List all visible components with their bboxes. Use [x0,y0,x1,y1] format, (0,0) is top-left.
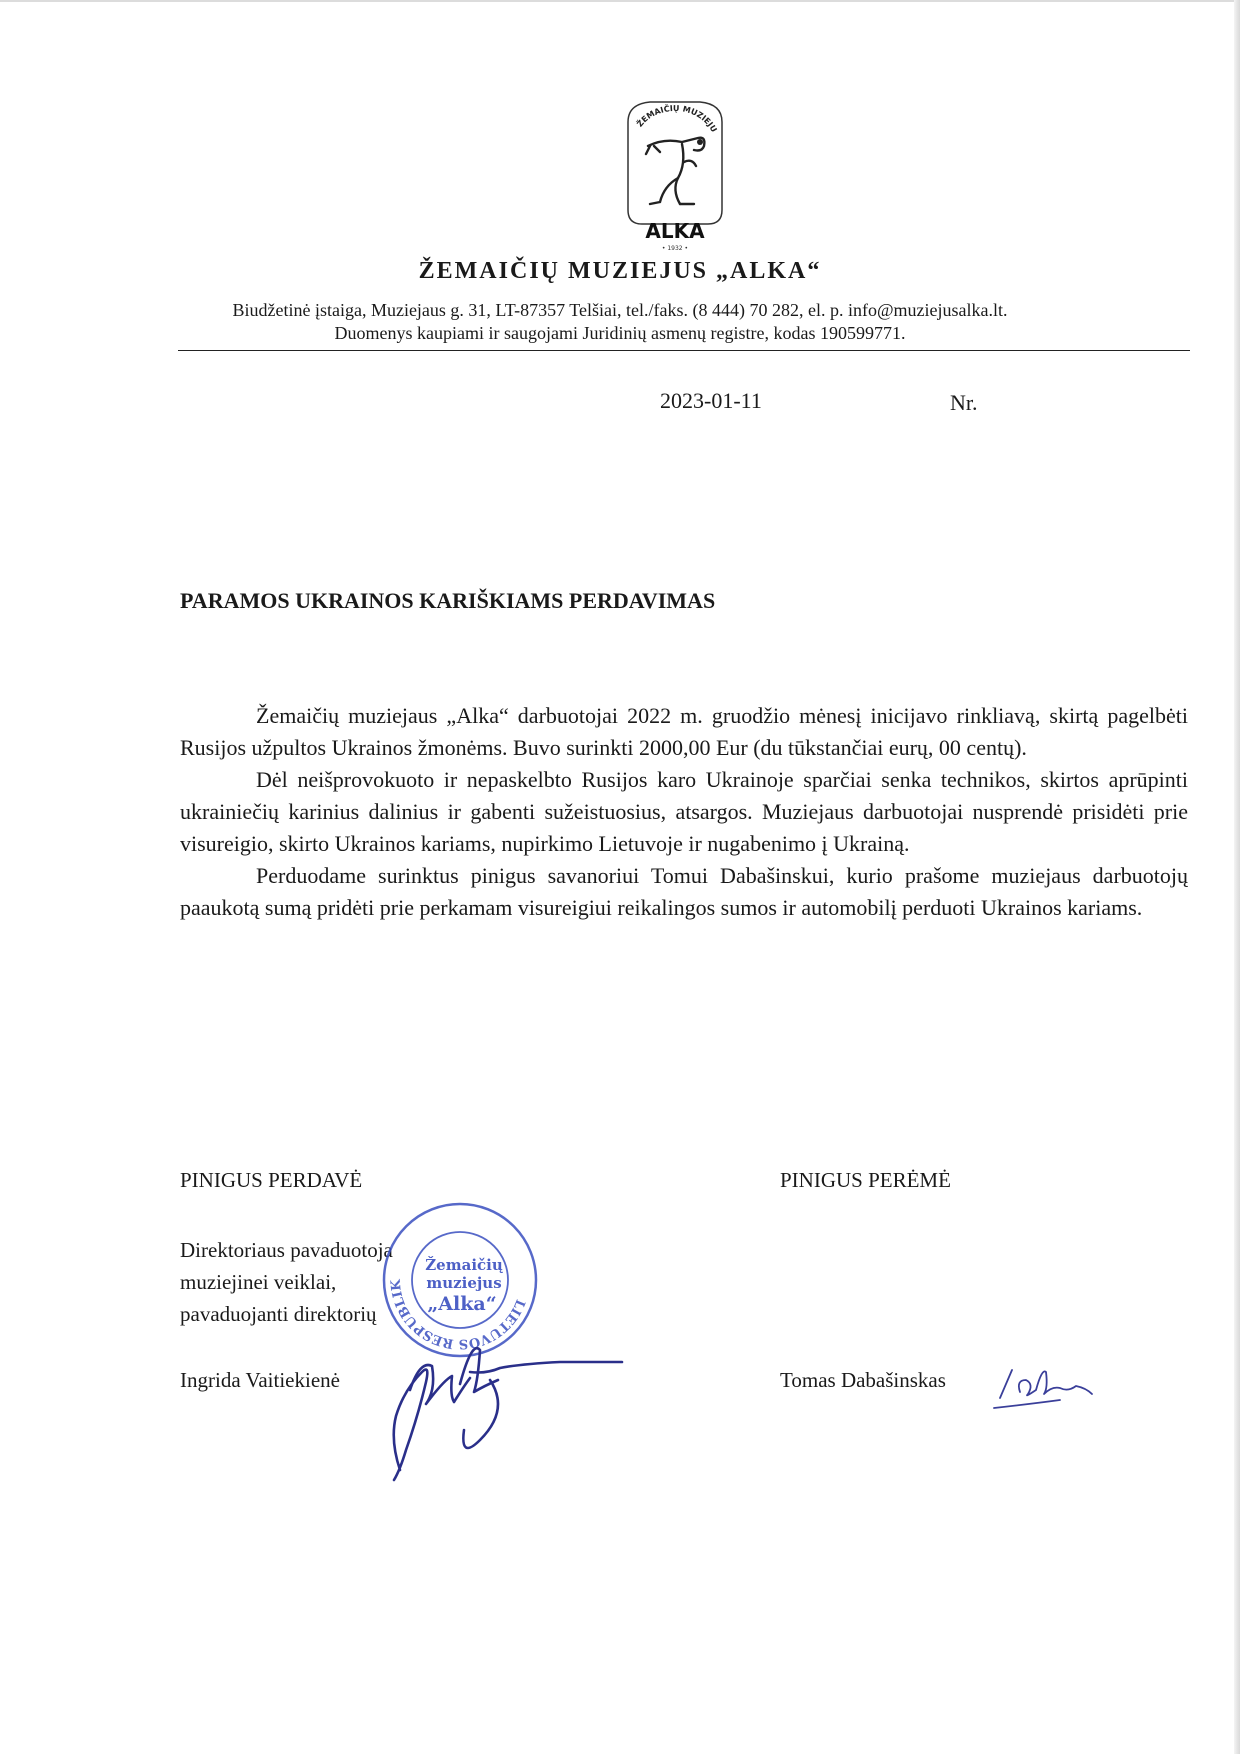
handwritten-signature-icon [990,1358,1110,1418]
organization-address: Biudžetinė įstaiga, Muziejaus g. 31, LT-87357 Telšiai, tel./faks. (8 444) 70 282, el. p. info@muziejusalka.lt. [232,300,1008,320]
document-body [180,700,1188,924]
logo-emblem-icon [620,92,730,252]
stamp-line: muziejus [426,1274,502,1292]
body-paragraph: Dėl neišprovokuoto ir nepaskelbto Rusijos karo Ukrainoje sparčiai senka technikos, skirtos aprūpinti ukrainiečių karinius dalinius ir gabenti sužeistuosius, atsargos. Muziejaus darbuotojai nusprendė prisidėti prie visureigio, skirto Ukrainos kariams, nupirkimo Lietuvoje ir nugabenimo į Ukrainą. [180,767,1188,856]
receiver-label: PINIGUS PERĖMĖ [780,1168,951,1192]
organization-register: Duomenys kaupiami ir saugojami Juridinių asmenų registre, kodas 190599771. [334,323,906,343]
giver-role [180,1234,393,1330]
museum-logo [620,92,730,252]
document-number-label: Nr. [950,390,978,415]
receiver-name: Tomas Dabašinskas [780,1368,946,1392]
stamp-line: „Alka“ [427,1293,497,1315]
svg-text:ŽEMAIČIŲ MUZIEJUS [620,92,719,134]
role-line: Direktoriaus pavaduotoja [180,1238,393,1262]
header-divider [178,350,1190,351]
document-date: 2023-01-11 [660,388,762,413]
organization-name: ŽEMAIČIŲ MUZIEJUS „ALKA“ [418,258,822,284]
giver-name: Ingrida Vaitiekienė [180,1368,340,1392]
scan-edge-top [0,0,1240,2]
body-paragraph: Perduodame surinktus pinigus savanoriui Tomui Dabašinskui, kurio prašome muziejaus darbuotojų paaukotą sumą pridėti prie perkamam visureigiui reikalingos sumos ir automobilį perduoti Ukrainos kariams. [180,863,1188,920]
giver-signature [360,1320,640,1490]
role-line: muziejinei veiklai, [180,1270,337,1294]
logo-year: • 1932 • [661,245,689,252]
role-line: pavaduojanti direktorių [180,1302,377,1326]
giver-label: PINIGUS PERDAVĖ [180,1168,363,1192]
receiver-signature [990,1358,1110,1418]
logo-arc-text: ŽEMAIČIŲ MUZIEJU [635,103,719,134]
stamp-ring-text: LIETUVOS RESPUBLIK [388,1279,528,1352]
logo-word: ALKA [645,219,705,243]
document-title: PARAMOS UKRAINOS KARIŠKIAMS PERDAVIMAS [180,588,716,613]
body-paragraph: Žemaičių muziejaus „Alka“ darbuotojai 2022 m. gruodžio mėnesį inicijavo rinkliavą, skirtą pagelbėti Rusijos užpultos Ukrainos žmonėms. Buvo surinkti 2000,00 Eur (du tūkstančiai eurų, 00 centų). [180,703,1188,760]
stamp-line: Žemaičių [425,1256,503,1274]
handwritten-signature-icon [360,1320,640,1490]
